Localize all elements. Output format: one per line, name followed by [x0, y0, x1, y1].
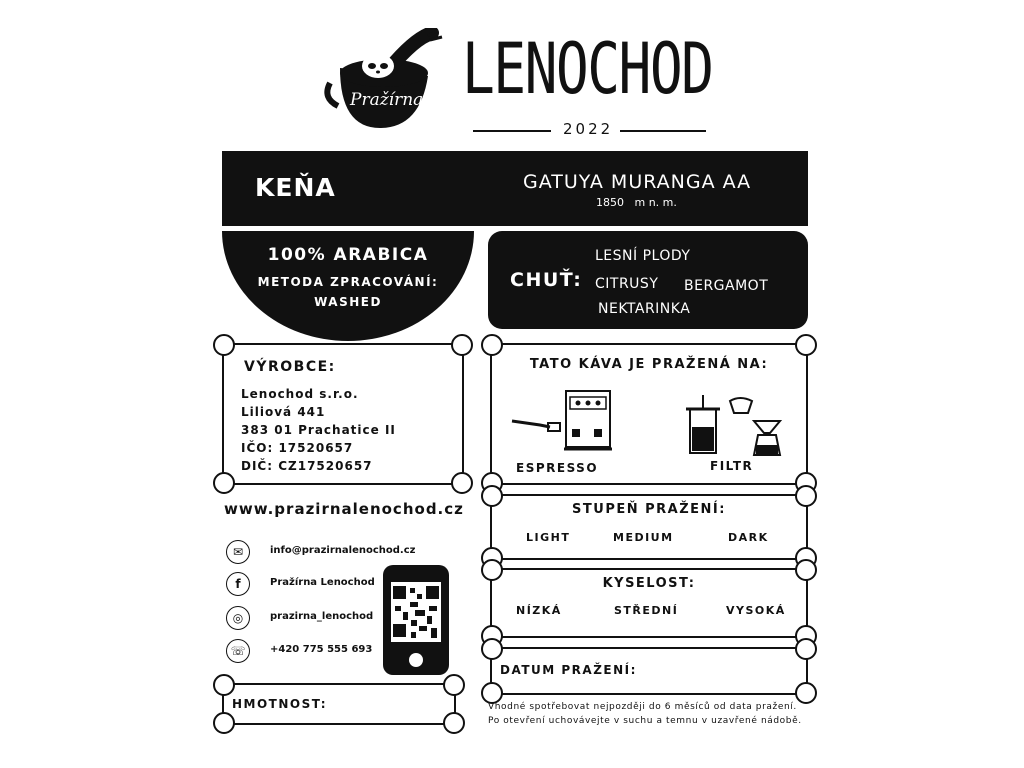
producer-line: IČO: 17520657 [241, 441, 354, 455]
acidity-option-low[interactable]: NÍZKÁ [516, 604, 562, 617]
origin-farm: GATUYA MURANGA AA [523, 171, 752, 193]
process-label: METODA ZPRACOVÁNÍ: [257, 275, 439, 289]
year-line-left [473, 130, 551, 132]
roast-option-medium[interactable]: MEDIUM [613, 531, 674, 544]
brand-script: Pražírna [350, 90, 424, 110]
roasted-for-box [490, 343, 808, 485]
origin-bar [222, 151, 808, 226]
taste-box [488, 231, 808, 329]
storage-note-2: Po otevření uchovávejte v suchu a temnu v uzavřené nádobě. [488, 716, 802, 726]
roast-date-label: DATUM PRAŽENÍ: [500, 663, 637, 677]
bean-type: 100% ARABICA [267, 245, 429, 265]
espresso-label: ESPRESSO [516, 461, 599, 475]
storage-note-1: Vhodné spotřebovat nejpozději do 6 měsíců od data pražení. [488, 702, 797, 712]
taste-note: BERGAMOT [684, 278, 769, 294]
year-line-right [620, 130, 706, 132]
email-icon: ✉ [226, 540, 250, 564]
acidity-box [490, 568, 808, 638]
phone-icon: ☏ [226, 639, 250, 663]
taste-note: CITRUSY [595, 276, 659, 292]
process-value: WASHED [314, 295, 382, 309]
origin-altitude: 1850 m n. m. [596, 196, 677, 209]
acidity-option-medium[interactable]: STŘEDNÍ [614, 604, 679, 617]
bean-badge [222, 231, 474, 341]
producer-line: Liliová 441 [241, 405, 326, 419]
producer-line: DIČ: CZ17520657 [241, 459, 373, 473]
qr-code-icon [391, 582, 441, 642]
phone-qr [383, 565, 449, 675]
acidity-option-high[interactable]: VYSOKÁ [726, 604, 786, 617]
roast-option-dark[interactable]: DARK [728, 531, 769, 544]
producer-line: Lenochod s.r.o. [241, 387, 359, 401]
producer-box [222, 343, 464, 485]
contact-facebook[interactable]: Pražírna Lenochod [270, 577, 375, 588]
roasted-for-heading: TATO KÁVA JE PRAŽENÁ NA: [529, 357, 769, 372]
facebook-icon: f [226, 572, 250, 596]
weight-label: HMOTNOST: [232, 697, 328, 711]
sloth-cup-logo-icon [320, 28, 445, 138]
taste-note: NEKTARINKA [598, 301, 691, 317]
taste-label: CHUŤ: [510, 269, 583, 291]
roast-level-heading: STUPEŇ PRAŽENÍ: [572, 502, 726, 517]
contact-instagram[interactable]: prazirna_lenochod [270, 611, 374, 622]
brand-name: LENOCHOD [462, 28, 713, 110]
logo [320, 28, 720, 138]
espresso-machine-icon [510, 387, 620, 457]
phone-home-button [409, 653, 423, 667]
taste-note: LESNÍ PLODY [595, 248, 691, 264]
origin-country: KEŇA [255, 173, 336, 202]
filter-label: FILTR [710, 459, 754, 473]
website[interactable]: www.prazirnalenochod.cz [224, 500, 464, 518]
roast-level-box [490, 494, 808, 560]
acidity-heading: KYSELOST: [602, 576, 696, 591]
producer-heading: VÝROBCE: [244, 359, 336, 375]
roast-date-box [490, 647, 808, 695]
weight-box [222, 683, 456, 725]
contact-phone[interactable]: +420 775 555 693 [270, 644, 373, 655]
producer-line: 383 01 Prachatice II [241, 423, 396, 437]
instagram-icon: ◎ [226, 606, 250, 630]
contact-email[interactable]: info@prazirnalenochod.cz [270, 545, 416, 556]
filter-brewer-icon [682, 391, 792, 461]
roast-option-light[interactable]: LIGHT [526, 531, 571, 544]
brand-year: 2022 [563, 120, 614, 138]
